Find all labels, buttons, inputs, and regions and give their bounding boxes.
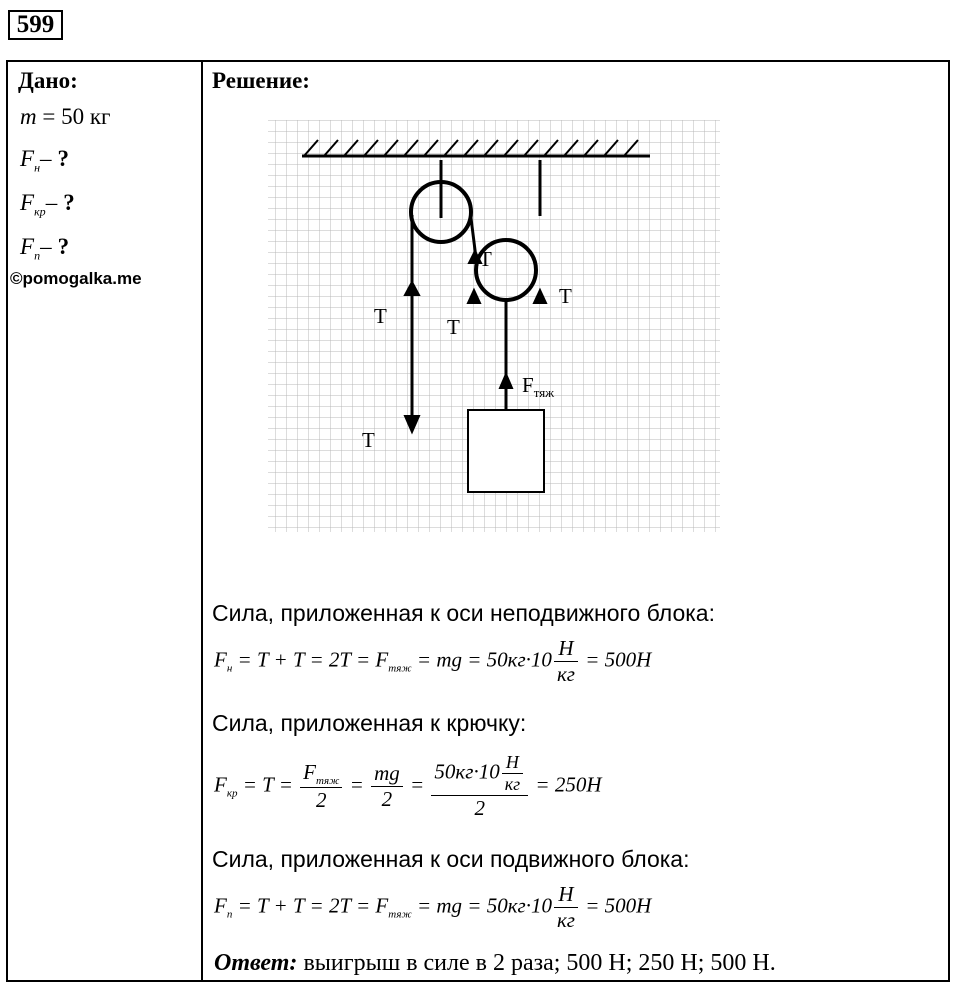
unknown-dash: – (40, 234, 52, 259)
frac-den: 2 (381, 787, 393, 811)
load-box (468, 410, 544, 492)
unknown-base: F (20, 234, 35, 259)
frac-num: mg (371, 761, 403, 787)
unknown-dash: – (45, 190, 58, 215)
f-mid: = T + T = 2T = (232, 647, 376, 672)
eq: = (404, 772, 430, 797)
label-t-bottom: T (362, 428, 375, 452)
unknown-question: ? (63, 190, 75, 215)
f-result: = 250H (530, 772, 602, 797)
f-sub: п (226, 908, 233, 921)
text-hook: Сила, приложенная к крючку: (212, 710, 527, 736)
unit-fraction (502, 752, 523, 795)
f-mid: = T + T = 2T = (232, 893, 376, 918)
label-t-right: T (559, 284, 572, 308)
unknown-fp (20, 234, 69, 264)
f-symbol: F (214, 772, 227, 797)
unknown-dash: – (40, 146, 52, 171)
frac-den: кг (556, 908, 575, 932)
fg-symbol: F (375, 647, 389, 672)
frac-num-base: F (303, 759, 316, 784)
frac-den: 2 (316, 788, 327, 813)
unit-fraction (554, 882, 578, 933)
text-movable-pulley: Сила, приложенная к оси подвижного блока: (212, 846, 690, 872)
column-divider (201, 62, 203, 980)
solution-title: Решение: (212, 68, 310, 93)
f-rest: = mg = 50кг·10 (411, 893, 552, 918)
answer-label: Ответ: (214, 950, 298, 976)
frac-den: кг (504, 774, 521, 794)
frac-num: H (554, 882, 578, 908)
frac-den: кг (556, 662, 575, 686)
unknown-sub: н (34, 160, 41, 175)
mass-variable: m (20, 104, 37, 129)
fraction-ft (300, 760, 342, 813)
fg-sub: тяж (388, 662, 412, 675)
unknown-question: ? (57, 146, 70, 171)
unknown-base: F (20, 190, 35, 215)
watermark: ©pomogalka.me (10, 269, 142, 288)
frac-den: 2 (474, 796, 486, 820)
formula-movable-pulley (214, 882, 651, 933)
f-result: = 500H (579, 647, 652, 672)
text-fixed-pulley: Сила, приложенная к оси неподвижного блока: (212, 600, 715, 626)
unit-fraction (554, 636, 578, 687)
unknown-base: F (20, 146, 35, 171)
frac-num-sub: тяж (315, 775, 340, 788)
frac-num: H (502, 752, 523, 774)
frac-num-pre: 50кг·10 (434, 759, 500, 784)
fg-sub: тяж (388, 908, 412, 921)
fg-symbol: F (375, 893, 389, 918)
unknown-question: ? (57, 234, 70, 259)
label-t-mid: T (447, 315, 460, 339)
unknown-sub: п (34, 248, 41, 263)
label-t-left: T (374, 304, 387, 328)
f-symbol: F (214, 647, 227, 672)
problem-number: 599 (8, 10, 63, 40)
f-sub: н (226, 662, 233, 675)
eq: = T = (237, 772, 299, 797)
unknown-fn (20, 146, 69, 176)
given-title: Дано: (18, 68, 78, 93)
f-sub: кр (226, 787, 238, 800)
label-ft: $F_{тяж}$ (522, 373, 555, 400)
pulley-diagram (264, 120, 724, 532)
eq: = (344, 772, 370, 797)
given-mass (20, 104, 110, 130)
answer-text: выигрыш в силе в 2 раза; 500 Н; 250 Н; 500 Н. (297, 950, 776, 976)
f-rest: = mg = 50кг·10 (411, 647, 552, 672)
solution-table (6, 60, 950, 982)
unknown-fkr (20, 190, 75, 220)
frac-num: H (554, 636, 578, 662)
answer (214, 950, 776, 977)
fraction-mg (371, 761, 403, 812)
frac-num (300, 760, 342, 788)
f-symbol: F (214, 893, 227, 918)
unknown-sub: кр (34, 204, 46, 219)
frac-num (431, 752, 528, 796)
formula-hook (214, 752, 602, 821)
label-t-right-fixed: T (479, 247, 492, 271)
formula-fixed-pulley (214, 636, 651, 687)
mass-value: = 50 кг (36, 104, 111, 129)
f-result: = 500H (580, 893, 652, 918)
fraction-values (431, 752, 528, 821)
